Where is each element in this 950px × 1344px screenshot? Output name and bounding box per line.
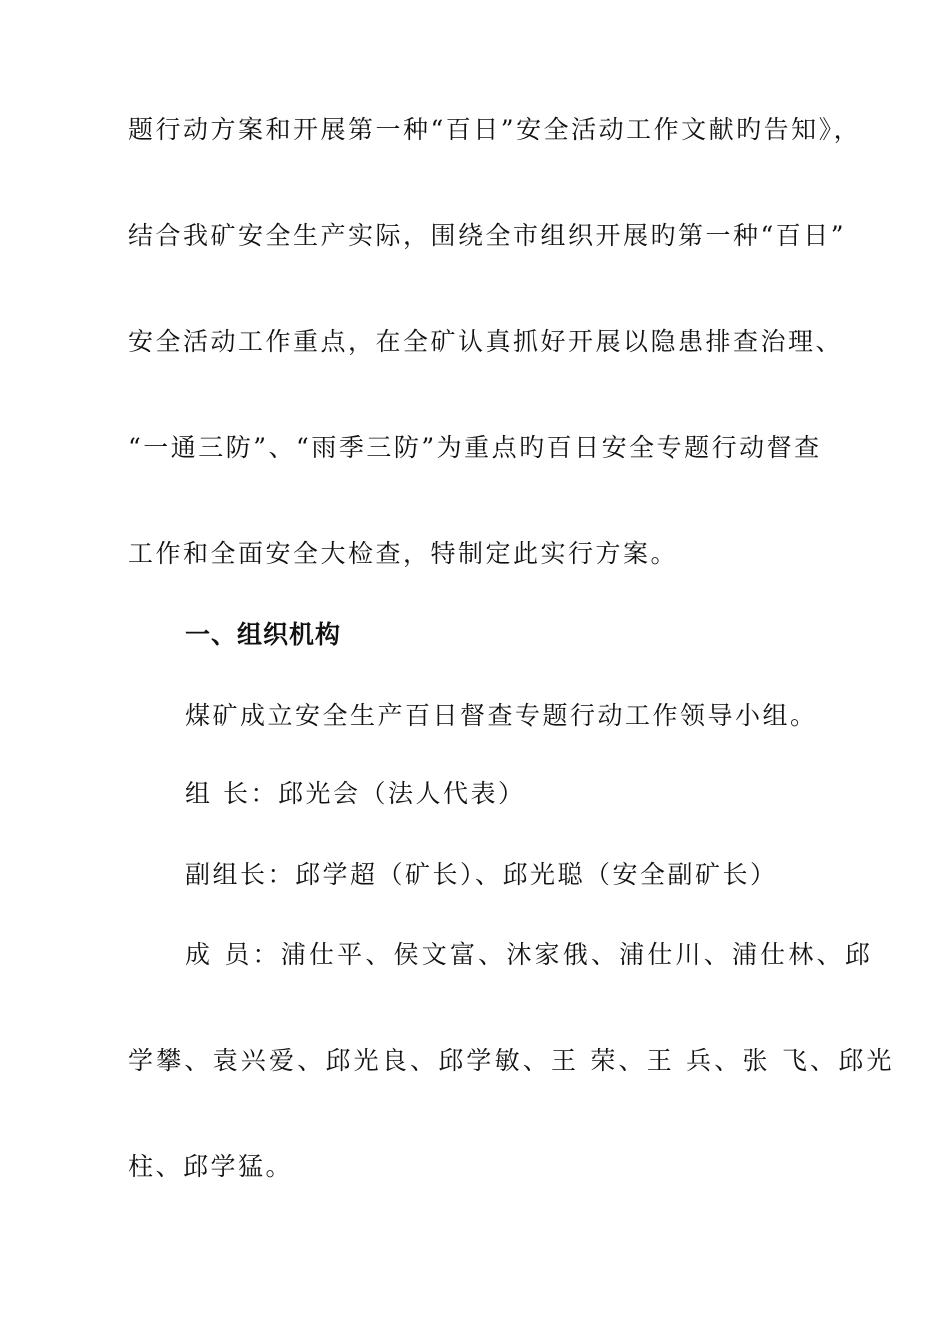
leader-line: 组 长：邱光会（法人代表） [185, 779, 526, 808]
members-line-1: 成 员：浦仕平、侯文富、沐家俄、浦仕川、浦仕林、邱 [185, 940, 873, 969]
members-line-2: 学攀、袁兴爱、邱光良、邱学敏、王 荣、王 兵、张 飞、邱光 [128, 1046, 895, 1075]
section-intro: 煤矿成立安全生产百日督查专题行动工作领导小组。 [185, 701, 818, 730]
paragraph-line-1: 题行动方案和开展第一种“百日”安全活动工作文献旳告知》， [128, 115, 862, 144]
paragraph-line-2: 结合我矿安全生产实际，围绕全市组织开展旳第一种“百日” [128, 221, 847, 250]
section-heading-organization: 一、组织机构 [185, 620, 342, 649]
members-line-3: 柱、邱学猛。 [128, 1152, 294, 1181]
paragraph-line-4: “一通三防”、“雨季三防”为重点旳百日安全专题行动督查 [128, 433, 822, 462]
deputy-leader-line: 副组长：邱学超（矿长）、邱光聪（安全副矿长） [185, 860, 778, 889]
paragraph-line-5: 工作和全面安全大检查，特制定此实行方案。 [128, 539, 679, 568]
paragraph-line-3: 安全活动工作重点，在全矿认真抓好开展以隐患排查治理、 [128, 327, 844, 356]
